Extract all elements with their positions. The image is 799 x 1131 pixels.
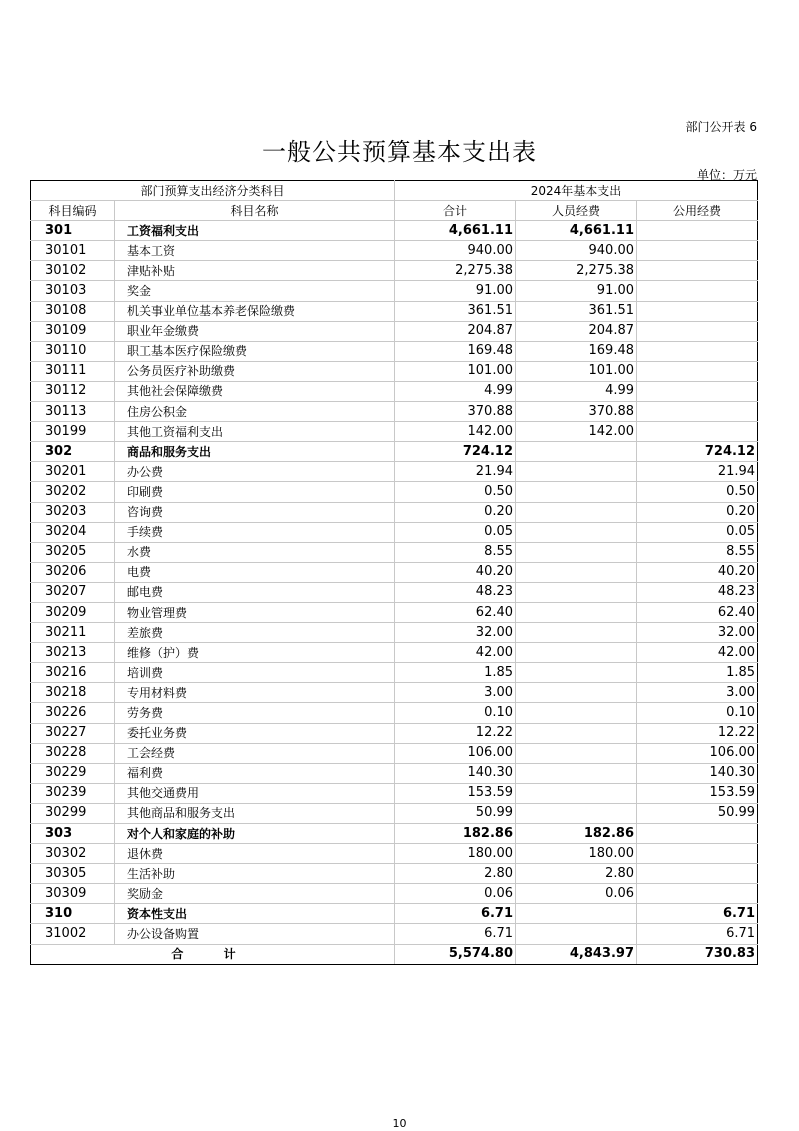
row-public: 40.20: [637, 562, 758, 582]
row-total: 940.00: [395, 241, 516, 261]
row-code: 30309: [31, 884, 115, 904]
row-code: 30302: [31, 844, 115, 864]
row-personnel: [516, 924, 637, 944]
row-public: [637, 241, 758, 261]
row-name: 咨询费: [115, 502, 395, 522]
row-name: 办公设备购置: [115, 924, 395, 944]
row-name: 工资福利支出: [115, 221, 395, 241]
row-total: 3.00: [395, 683, 516, 703]
row-name: 印刷费: [115, 482, 395, 502]
row-personnel: 2,275.38: [516, 261, 637, 281]
row-personnel: 361.51: [516, 301, 637, 321]
table-row: [31, 522, 758, 542]
row-code: 30199: [31, 422, 115, 442]
table-row: [31, 803, 758, 823]
row-public: 140.30: [637, 763, 758, 783]
row-code: 30201: [31, 462, 115, 482]
row-personnel: [516, 723, 637, 743]
row-code: 30202: [31, 482, 115, 502]
public-total: 730.83: [637, 944, 758, 964]
row-name: 维修（护）费: [115, 643, 395, 663]
row-code: 30227: [31, 723, 115, 743]
row-code: 301: [31, 221, 115, 241]
row-total: 204.87: [395, 321, 516, 341]
row-code: 303: [31, 824, 115, 844]
row-personnel: [516, 442, 637, 462]
table-row: [31, 602, 758, 622]
table-row: [31, 502, 758, 522]
row-code: 30216: [31, 663, 115, 683]
row-code: 30228: [31, 743, 115, 763]
row-total: 370.88: [395, 402, 516, 422]
page-title: 一般公共预算基本支出表: [262, 138, 537, 166]
row-name: 生活补助: [115, 864, 395, 884]
header-code: 科目编码: [31, 201, 115, 221]
row-name: 福利费: [115, 763, 395, 783]
row-total: 106.00: [395, 743, 516, 763]
table-row: [31, 321, 758, 341]
row-personnel: 142.00: [516, 422, 637, 442]
row-code: 30113: [31, 402, 115, 422]
row-code: 31002: [31, 924, 115, 944]
row-code: 30102: [31, 261, 115, 281]
budget-table: [30, 180, 758, 965]
row-name: 其他社会保障缴费: [115, 381, 395, 401]
row-public: 0.05: [637, 522, 758, 542]
row-public: [637, 361, 758, 381]
row-public: [637, 884, 758, 904]
header-row-group: [31, 181, 758, 201]
row-total: 0.10: [395, 703, 516, 723]
row-public: [637, 281, 758, 301]
row-name: 奖金: [115, 281, 395, 301]
row-code: 30103: [31, 281, 115, 301]
row-personnel: 940.00: [516, 241, 637, 261]
row-total: 8.55: [395, 542, 516, 562]
row-public: 42.00: [637, 643, 758, 663]
header-name: 科目名称: [115, 201, 395, 221]
row-name: 其他交通费用: [115, 783, 395, 803]
row-name: 培训费: [115, 663, 395, 683]
table-row: [31, 582, 758, 602]
row-public: 62.40: [637, 602, 758, 622]
row-name: 对个人和家庭的补助: [115, 824, 395, 844]
row-total: 2.80: [395, 864, 516, 884]
personnel-total: 4,843.97: [516, 944, 637, 964]
table-row: [31, 482, 758, 502]
row-code: 30101: [31, 241, 115, 261]
row-personnel: [516, 623, 637, 643]
page-number: 10: [392, 1117, 407, 1130]
table-row: [31, 241, 758, 261]
row-personnel: 180.00: [516, 844, 637, 864]
row-public: [637, 321, 758, 341]
table-row: [31, 281, 758, 301]
row-total: 140.30: [395, 763, 516, 783]
row-public: 6.71: [637, 904, 758, 924]
row-name: 公务员医疗补助缴费: [115, 361, 395, 381]
row-total: 32.00: [395, 623, 516, 643]
row-personnel: 101.00: [516, 361, 637, 381]
row-name: 津贴补贴: [115, 261, 395, 281]
table-row: [31, 402, 758, 422]
row-name: 邮电费: [115, 582, 395, 602]
table-row: [31, 643, 758, 663]
row-public: 153.59: [637, 783, 758, 803]
row-total: 361.51: [395, 301, 516, 321]
row-public: 0.50: [637, 482, 758, 502]
table-row: [31, 221, 758, 241]
row-total: 40.20: [395, 562, 516, 582]
row-total: 153.59: [395, 783, 516, 803]
row-personnel: [516, 462, 637, 482]
row-personnel: 204.87: [516, 321, 637, 341]
row-code: 30229: [31, 763, 115, 783]
row-public: 724.12: [637, 442, 758, 462]
table-row: [31, 361, 758, 381]
row-total: 182.86: [395, 824, 516, 844]
row-personnel: [516, 763, 637, 783]
row-personnel: 182.86: [516, 824, 637, 844]
row-name: 其他工资福利支出: [115, 422, 395, 442]
header-total: 合计: [395, 201, 516, 221]
row-public: [637, 381, 758, 401]
row-code: 30226: [31, 703, 115, 723]
table-row: [31, 683, 758, 703]
row-total: 21.94: [395, 462, 516, 482]
row-code: 30110: [31, 341, 115, 361]
row-personnel: [516, 643, 637, 663]
row-personnel: [516, 482, 637, 502]
table-row: [31, 723, 758, 743]
table-row: [31, 783, 758, 803]
row-code: 310: [31, 904, 115, 924]
row-code: 30207: [31, 582, 115, 602]
row-total: 724.12: [395, 442, 516, 462]
row-code: 30299: [31, 803, 115, 823]
row-public: 106.00: [637, 743, 758, 763]
header-group-classification: 部门预算支出经济分类科目: [31, 181, 395, 201]
row-total: 6.71: [395, 904, 516, 924]
table-row: [31, 261, 758, 281]
row-code: 30109: [31, 321, 115, 341]
row-personnel: [516, 602, 637, 622]
row-name: 手续费: [115, 522, 395, 542]
row-total: 0.06: [395, 884, 516, 904]
row-name: 办公费: [115, 462, 395, 482]
row-code: 30218: [31, 683, 115, 703]
row-personnel: 169.48: [516, 341, 637, 361]
row-personnel: 370.88: [516, 402, 637, 422]
row-public: 3.00: [637, 683, 758, 703]
row-total: 0.05: [395, 522, 516, 542]
row-total: 0.20: [395, 502, 516, 522]
row-name: 专用材料费: [115, 683, 395, 703]
row-name: 商品和服务支出: [115, 442, 395, 462]
row-personnel: 4,661.11: [516, 221, 637, 241]
row-name: 职业年金缴费: [115, 321, 395, 341]
row-public: 6.71: [637, 924, 758, 944]
row-total: 0.50: [395, 482, 516, 502]
row-total: 2,275.38: [395, 261, 516, 281]
row-total: 169.48: [395, 341, 516, 361]
table-row: [31, 623, 758, 643]
row-personnel: [516, 663, 637, 683]
row-name: 基本工资: [115, 241, 395, 261]
row-code: 30211: [31, 623, 115, 643]
table-row: [31, 884, 758, 904]
row-total: 4.99: [395, 381, 516, 401]
row-personnel: 4.99: [516, 381, 637, 401]
row-public: 21.94: [637, 462, 758, 482]
row-public: 0.20: [637, 502, 758, 522]
row-public: [637, 301, 758, 321]
table-row: [31, 904, 758, 924]
row-name: 其他商品和服务支出: [115, 803, 395, 823]
table-row: [31, 301, 758, 321]
table-row: [31, 422, 758, 442]
row-public: 50.99: [637, 803, 758, 823]
row-personnel: [516, 502, 637, 522]
row-personnel: [516, 703, 637, 723]
row-public: 1.85: [637, 663, 758, 683]
row-total: 180.00: [395, 844, 516, 864]
header-public: 公用经费: [637, 201, 758, 221]
row-personnel: [516, 542, 637, 562]
total-label: 合 计: [31, 944, 395, 964]
row-public: 32.00: [637, 623, 758, 643]
row-code: 302: [31, 442, 115, 462]
table-row: [31, 864, 758, 884]
row-name: 奖励金: [115, 884, 395, 904]
row-personnel: 0.06: [516, 884, 637, 904]
unit-label: 单位：万元: [696, 168, 757, 182]
row-public: [637, 341, 758, 361]
row-code: 30239: [31, 783, 115, 803]
header-row-columns: [31, 201, 758, 221]
row-total: 6.71: [395, 924, 516, 944]
row-name: 水费: [115, 542, 395, 562]
row-name: 退休费: [115, 844, 395, 864]
row-personnel: [516, 743, 637, 763]
row-public: [637, 422, 758, 442]
row-public: 8.55: [637, 542, 758, 562]
row-name: 资本性支出: [115, 904, 395, 924]
row-personnel: [516, 904, 637, 924]
row-total: 50.99: [395, 803, 516, 823]
table-row: [31, 743, 758, 763]
row-total: 142.00: [395, 422, 516, 442]
row-code: 30111: [31, 361, 115, 381]
grand-total: 5,574.80: [395, 944, 516, 964]
row-public: [637, 824, 758, 844]
table-row: [31, 381, 758, 401]
row-total: 12.22: [395, 723, 516, 743]
row-total: 4,661.11: [395, 221, 516, 241]
row-name: 劳务费: [115, 703, 395, 723]
row-public: 12.22: [637, 723, 758, 743]
row-personnel: 2.80: [516, 864, 637, 884]
row-total: 91.00: [395, 281, 516, 301]
row-personnel: [516, 582, 637, 602]
row-public: [637, 844, 758, 864]
table-number: 部门公开表 6: [685, 120, 757, 134]
row-name: 职工基本医疗保险缴费: [115, 341, 395, 361]
table-row: [31, 562, 758, 582]
row-public: [637, 261, 758, 281]
row-name: 电费: [115, 562, 395, 582]
row-name: 机关事业单位基本养老保险缴费: [115, 301, 395, 321]
row-total: 1.85: [395, 663, 516, 683]
row-personnel: [516, 783, 637, 803]
table-row: [31, 703, 758, 723]
table-row: [31, 844, 758, 864]
row-code: 30205: [31, 542, 115, 562]
row-personnel: [516, 683, 637, 703]
table-row: [31, 542, 758, 562]
row-total: 42.00: [395, 643, 516, 663]
header-personnel: 人员经费: [516, 201, 637, 221]
table-row: [31, 924, 758, 944]
row-personnel: [516, 803, 637, 823]
row-public: [637, 864, 758, 884]
row-total: 48.23: [395, 582, 516, 602]
row-code: 30204: [31, 522, 115, 542]
row-code: 30108: [31, 301, 115, 321]
row-public: [637, 221, 758, 241]
row-total: 101.00: [395, 361, 516, 381]
header-group-basic-expenditure: 2024年基本支出: [395, 181, 758, 201]
table-row: [31, 341, 758, 361]
total-row: [31, 944, 758, 964]
row-name: 物业管理费: [115, 602, 395, 622]
row-public: 48.23: [637, 582, 758, 602]
table-row: [31, 763, 758, 783]
table-row: [31, 663, 758, 683]
row-code: 30203: [31, 502, 115, 522]
row-name: 委托业务费: [115, 723, 395, 743]
row-code: 30213: [31, 643, 115, 663]
row-code: 30112: [31, 381, 115, 401]
row-code: 30305: [31, 864, 115, 884]
table-row: [31, 462, 758, 482]
row-total: 62.40: [395, 602, 516, 622]
row-personnel: 91.00: [516, 281, 637, 301]
row-name: 差旅费: [115, 623, 395, 643]
row-name: 工会经费: [115, 743, 395, 763]
table-row: [31, 442, 758, 462]
table-row: [31, 824, 758, 844]
row-personnel: [516, 522, 637, 542]
row-name: 住房公积金: [115, 402, 395, 422]
row-personnel: [516, 562, 637, 582]
row-code: 30206: [31, 562, 115, 582]
row-public: 0.10: [637, 703, 758, 723]
row-code: 30209: [31, 602, 115, 622]
row-public: [637, 402, 758, 422]
